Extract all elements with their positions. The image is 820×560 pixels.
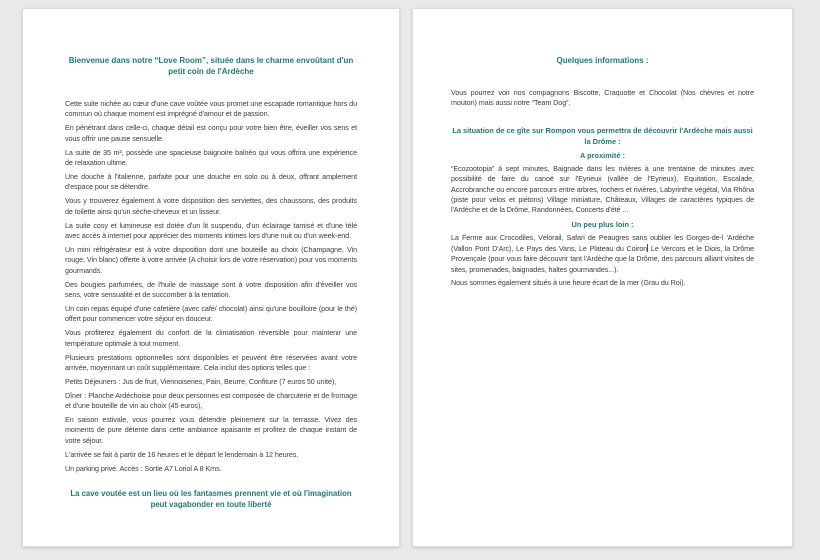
paragraph: Plusieurs prestations optionnelles sont disponibles et peuvent être réservées avant votre arrivée, moyennant un coût supplémentaire. Cela inclut des options telles que :: [65, 352, 357, 372]
paragraph: Un coin repas équipé d'une cafetière (avec café/ chocolat) ainsi qu'une bouilloire (pour le thé) offert pour commencer votre séjour en douceur.: [65, 303, 357, 324]
paragraph-companions: Vous pourrez voir nos compagnons Biscotte, Craquotte et Chocolat (Nos chèvres et notre mouton) mais aussi notre “Team Dog”.: [451, 88, 754, 108]
paragraph: Vous profiterez également du confort de la climatisation réversible pour maintenir une température optimale à tout moment.: [65, 328, 357, 348]
paragraph: En pénétrant dans celle-ci, chaque détail est conçu pour votre bien être, éveiller vos sens et vous offrir une pause sensuelle.: [65, 123, 357, 143]
paragraph-nearby-activities: “Ecozootopia” à sept minutes, Baignade dans les rivières à une trentaine de minutes avec possibilité de faire du canoë sur l'Eyrieux (vallée de l'Eyrieux), Equitation, Escalade, Accrobranche ou encore parcours entre arbres, rochers et rivières, Labyrinthe végétal, Via Rhôna (piste pour vélos et piétons) Village miniature, Châteaux, Villages de caractères typiques de l'Ardèche et de la Drôme, Randonnées, Concerts d'été ...: [451, 163, 754, 215]
page1-closing-line: La cave voutée est un lieu où les fantasmes prennent vie et où l'imagination peut vagabonder en toute liberté: [70, 489, 352, 510]
paragraph: En saison estivale, vous pourrez vous détendre pleinement sur la terrasse. Vivez des moments de pure détente dans cette ambiance apaisante et profitez de chaque instant de votre séjour.: [65, 415, 357, 445]
paragraph: Une douche à l'italienne, parfaite pour une douche en solo ou à deux, offrant amplement d'espace pour se détendre.: [65, 171, 357, 192]
paragraph-checkin-times: L'arrivée se fait à partir de 16 heures et le départ le lendemain à 12 heures.: [65, 449, 299, 459]
paragraph-parking-access: Un parking privé. Accès : Sortie A7 Loriol A 8 Kms.: [65, 463, 222, 473]
paragraph-sea-note: Nous sommes également situés à une heure écart de la mer (Grau du Roi).: [451, 278, 686, 288]
document-page-2[interactable]: [412, 8, 793, 547]
section-heading-further: Un peu plus loin :: [571, 220, 634, 230]
paragraph: La suite cosy et lumineuse est dotée d'un lit suspendu, d'un éclairage tamisé et d'une télé avec accès à internet pour apprécier des moments intimes lors d'une nuit ou d'un week-end.: [65, 220, 357, 240]
paragraph-breakfast-option: Petits Déjeuners : Jus de fruit, Viennoiseries, Pain, Beurre, Confiture (7 euros 50 unité),: [65, 376, 337, 386]
further-text-after-cursor: Le Vercors et le Diois, la Drôme Provençale (pour vous faire découvrir tant l'Ardèche que la Drôme, des parcours alliant visites de sites, promenades, baignades, haltes gourmandes...).: [451, 243, 754, 274]
section-heading-nearby: A proximité :: [580, 150, 625, 160]
paragraph: La suite de 35 m², possède une spacieuse baignoire balnéo qui vous offrira une expérience de relaxation ultime.: [65, 147, 357, 168]
paragraph: Des bougies parfumées, de l'huile de massage sont à votre disposition afin d'éveiller vos sens, votre sensualité et de succomber à la tentation.: [65, 279, 357, 299]
page2-title: Quelques informations :: [556, 56, 649, 65]
paragraph-further-activities: [451, 233, 754, 275]
document-page-1[interactable]: [22, 8, 400, 547]
further-text-before-cursor: La Ferme aux Crocodiles, Vélorail, Safari de Peaugres sans oublier les Gorges-de-l 'Ardèche (Vallon Pont D'Arc), Le Pays des Vans, Le Plateau du Coiron: [451, 233, 754, 253]
paragraph-dinner-option: Dîner : Planche Ardéchoise pour deux personnes est composée de charcuterie et de fromage et d'une bouteille de vin au choix (45 euros),: [65, 390, 357, 411]
section-heading-situation: La situation de ce gîte sur Rompon vous permettra de découvrir l'Ardèche mais aussi la Drôme :: [452, 125, 753, 146]
paragraph: Vous y trouverez également à votre disposition des serviettes, des chaussons, des produits de toilette ainsi qu'un sèche-cheveux et un lisseur.: [65, 196, 357, 216]
paragraph: Un mini réfrigérateur est à votre disposition dont une bouteille au choix (Champagne, Vin rouge, Vin blanc) offerte à votre arrivée (A choisir lors de votre réservation) pour vos moments gourmands.: [65, 244, 357, 275]
page1-title: Bienvenue dans notre “Love Room”, située dans le charme envoûtant d'un petit coin de l'Ardèche: [68, 56, 354, 76]
paragraph: Cette suite nichée au cœur d'une cave voûtée vous promet une escapade romantique hors du commun où chaque moment est imprégné d'amour et de passion.: [65, 99, 357, 119]
